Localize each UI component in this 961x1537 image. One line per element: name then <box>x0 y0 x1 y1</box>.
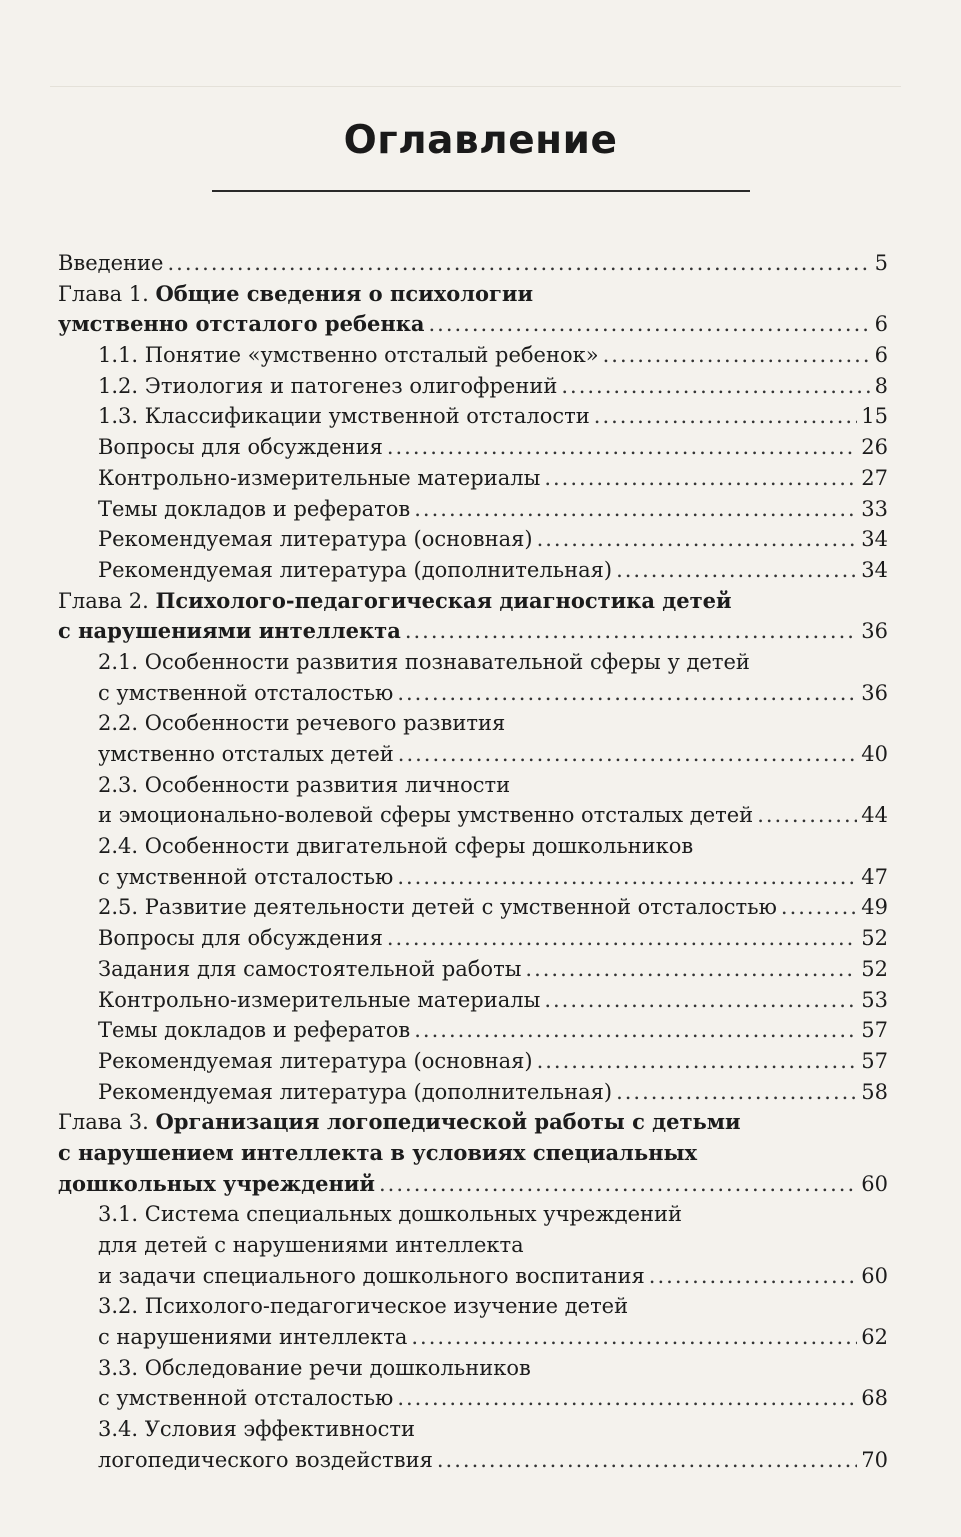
toc-entry[interactable] <box>58 1169 888 1200</box>
toc-entry[interactable] <box>58 1046 888 1077</box>
toc-entry-title <box>98 1261 645 1292</box>
page-number: 52 <box>861 956 888 981</box>
section-title: Рекомендуемая литература (основная) <box>98 527 533 552</box>
toc-entry-title <box>98 892 777 923</box>
section-title: 2.3. Особенности развития личности <box>98 772 511 797</box>
toc-entry-title <box>58 1107 741 1138</box>
dot-leader <box>537 1046 858 1077</box>
section-title: Задания для самостоятельной работы <box>98 956 522 981</box>
toc-entry[interactable] <box>58 279 888 310</box>
toc-entry[interactable] <box>58 892 888 923</box>
toc-entry[interactable] <box>58 309 888 340</box>
dot-leader <box>387 923 857 954</box>
page-number: 49 <box>861 895 888 920</box>
section-title: с нарушениями интеллекта <box>98 1325 408 1350</box>
toc-entry[interactable] <box>58 708 888 739</box>
toc-entry[interactable] <box>58 1199 888 1230</box>
page-number: 53 <box>861 987 888 1012</box>
dot-leader <box>649 1261 857 1292</box>
section-title: 3.4. Условия эффективности <box>98 1417 416 1442</box>
dot-leader <box>537 524 858 555</box>
page-number: 47 <box>861 864 888 889</box>
toc-entry[interactable] <box>58 1322 888 1353</box>
dot-leader <box>544 463 857 494</box>
toc-entry-title <box>98 985 540 1016</box>
dot-leader <box>616 555 857 586</box>
toc-entry[interactable] <box>58 1383 888 1414</box>
toc-entry-title <box>98 708 505 739</box>
dot-leader <box>757 800 857 831</box>
section-title: 2.5. Развитие деятельности детей с умственной отсталостью <box>98 895 777 920</box>
dot-leader <box>414 494 857 525</box>
toc-entry[interactable] <box>58 770 888 801</box>
section-title: умственно отсталых детей <box>98 742 394 766</box>
table-of-contents <box>58 248 888 1476</box>
page-number: 60 <box>861 1171 888 1196</box>
toc-entry-title <box>98 647 750 678</box>
chapter-title: Организация логопедической работы с детьми <box>155 1109 741 1135</box>
dot-leader <box>405 616 857 647</box>
toc-entry-title <box>58 279 533 310</box>
section-title: 2.4. Особенности двигательной сферы дошкольников <box>98 834 694 859</box>
toc-entry[interactable] <box>58 340 888 371</box>
toc-entry-title <box>98 1230 524 1261</box>
toc-entry-title <box>98 678 393 709</box>
dot-leader <box>561 371 870 402</box>
toc-entry[interactable] <box>58 248 888 279</box>
toc-entry[interactable] <box>58 616 888 647</box>
section-title: 1.1. Понятие «умственно отсталый ребенок» <box>98 343 599 368</box>
dot-leader <box>167 248 870 279</box>
toc-entry-title <box>58 1169 375 1200</box>
toc-entry-title <box>98 1414 415 1445</box>
page-number: 6 <box>874 312 888 337</box>
section-title: 2.2. Особенности речевого развития <box>98 711 506 736</box>
toc-entry[interactable] <box>58 1445 888 1476</box>
section-title: с умственной отсталостью <box>98 680 394 705</box>
page-number: 34 <box>861 557 888 582</box>
page-number: 58 <box>861 1079 888 1104</box>
toc-entry[interactable] <box>58 524 888 555</box>
toc-entry[interactable] <box>58 739 888 770</box>
chapter-title: с нарушениями интеллекта <box>58 618 401 644</box>
toc-entry-title <box>98 1046 533 1077</box>
toc-entry[interactable] <box>58 494 888 525</box>
page-number: 52 <box>861 926 888 951</box>
page-number: 15 <box>861 404 888 429</box>
toc-entry[interactable] <box>58 1138 888 1169</box>
toc-entry-title <box>98 494 410 525</box>
page-number: 60 <box>861 1263 888 1288</box>
toc-entry-title <box>58 586 732 617</box>
section-title: Вопросы для обсуждения <box>98 435 383 460</box>
toc-entry-title <box>58 309 424 340</box>
section-title: Контрольно-измерительные материалы <box>98 465 541 490</box>
page-number: 40 <box>861 742 888 766</box>
toc-entry[interactable] <box>58 463 888 494</box>
section-title: с умственной отсталостью <box>98 1386 394 1411</box>
section-title: Контрольно-измерительные материалы <box>98 987 541 1012</box>
chapter-title: Психолого-педагогическая диагностика детей <box>155 587 732 613</box>
dot-leader <box>781 892 857 923</box>
dot-leader <box>525 954 857 985</box>
dot-leader <box>397 862 857 893</box>
toc-entry-title <box>98 371 557 402</box>
page-number: 44 <box>861 803 888 828</box>
toc-entry-title <box>98 923 383 954</box>
chapter-title: Общие сведения о психологии <box>155 280 534 306</box>
toc-entry-title <box>98 340 599 371</box>
chapter-title: дошкольных учреждений <box>58 1170 375 1196</box>
dot-leader <box>387 432 857 463</box>
dot-leader <box>414 1015 857 1046</box>
page-number: 8 <box>874 373 888 398</box>
dot-leader <box>544 985 857 1016</box>
toc-entry[interactable] <box>58 862 888 893</box>
toc-entry[interactable] <box>58 1230 888 1261</box>
page-number: 62 <box>861 1325 888 1350</box>
page-number: 27 <box>861 465 888 490</box>
section-title: Темы докладов и рефератов <box>98 1018 411 1043</box>
toc-entry-title <box>98 524 533 555</box>
toc-entry-title <box>98 1199 682 1230</box>
page-number: 34 <box>861 527 888 552</box>
page-title: Оглавление <box>343 118 618 163</box>
page-number: 70 <box>861 1447 888 1472</box>
toc-entry-title <box>98 401 590 432</box>
page-number: 36 <box>861 680 888 705</box>
toc-entry[interactable] <box>58 1414 888 1445</box>
toc-entry-title <box>98 954 521 985</box>
section-title: Темы докладов и рефератов <box>98 496 411 521</box>
page-number: 57 <box>861 1018 888 1043</box>
toc-entry[interactable] <box>58 371 888 402</box>
page-number: 33 <box>861 496 888 521</box>
toc-entry-title <box>98 831 693 862</box>
page-number: 36 <box>861 619 888 644</box>
toc-entry[interactable] <box>58 1291 888 1322</box>
toc-entry[interactable] <box>58 647 888 678</box>
dot-leader <box>379 1169 857 1200</box>
toc-entry-title <box>98 739 394 770</box>
section-title: 3.1. Система специальных дошкольных учреждений <box>98 1202 683 1227</box>
title-underline <box>212 190 750 192</box>
toc-entry[interactable] <box>58 1015 888 1046</box>
toc-entry-title <box>98 1291 628 1322</box>
section-title: Рекомендуемая литература (дополнительная) <box>98 557 613 582</box>
dot-leader <box>397 678 857 709</box>
chapter-prefix: Глава 3. <box>58 1110 156 1135</box>
section-title: 1.3. Классификации умственной отсталости <box>98 404 590 429</box>
page-number: 57 <box>861 1048 888 1073</box>
toc-entry[interactable] <box>58 432 888 463</box>
section-title: с умственной отсталостью <box>98 864 394 889</box>
section-title: 3.2. Психолого-педагогическое изучение детей <box>98 1294 629 1319</box>
toc-entry[interactable] <box>58 831 888 862</box>
page-number: 26 <box>861 435 888 460</box>
toc-entry-title <box>98 432 383 463</box>
page-number: 5 <box>874 251 888 275</box>
toc-entry-title <box>98 555 612 586</box>
toc-entry-title <box>58 1138 697 1169</box>
dot-leader <box>616 1077 857 1108</box>
dot-leader <box>398 739 858 770</box>
dot-leader <box>411 1322 857 1353</box>
section-title: Рекомендуемая литература (дополнительная) <box>98 1079 613 1104</box>
section-title: и задачи специального дошкольного воспитания <box>98 1263 645 1288</box>
section-title: для детей с нарушениями интеллекта <box>98 1233 524 1257</box>
section-title: 3.3. Обследование речи дошкольников <box>98 1355 531 1380</box>
toc-entry[interactable] <box>58 923 888 954</box>
toc-entry-title <box>98 800 753 831</box>
toc-entry[interactable] <box>58 985 888 1016</box>
chapter-title: умственно отсталого ребенка <box>58 311 425 337</box>
dot-leader <box>437 1445 857 1476</box>
toc-entry-title <box>98 1445 433 1476</box>
toc-entry-title <box>98 770 510 801</box>
dot-leader <box>397 1383 857 1414</box>
toc-entry-title <box>98 862 393 893</box>
toc-entry-title <box>58 248 163 279</box>
section-title: логопедического воздействия <box>98 1447 433 1472</box>
toc-entry-title <box>58 616 401 647</box>
toc-entry[interactable] <box>58 1261 888 1292</box>
toc-entry-title <box>98 1015 410 1046</box>
toc-entry-title <box>98 1322 407 1353</box>
toc-entry[interactable] <box>58 401 888 432</box>
section-title: Вопросы для обсуждения <box>98 926 383 951</box>
toc-entry[interactable] <box>58 586 888 617</box>
toc-entry[interactable] <box>58 1353 888 1384</box>
toc-entry-title <box>98 1353 531 1384</box>
section-title: Рекомендуемая литература (основная) <box>98 1048 533 1073</box>
section-title: 2.1. Особенности развития познавательной сферы у детей <box>98 649 750 674</box>
section-title: Введение <box>58 251 164 275</box>
section-title: и эмоционально-волевой сферы умственно отсталых детей <box>98 803 754 828</box>
chapter-prefix: Глава 2. <box>58 588 156 613</box>
toc-entry-title <box>98 463 540 494</box>
dot-leader <box>603 340 871 371</box>
toc-entry[interactable] <box>58 678 888 709</box>
dot-leader <box>428 309 870 340</box>
dot-leader <box>594 401 857 432</box>
toc-entry[interactable] <box>58 800 888 831</box>
toc-entry[interactable] <box>58 555 888 586</box>
toc-entry[interactable] <box>58 1077 888 1108</box>
header-rule <box>50 62 901 87</box>
chapter-title: с нарушением интеллекта в условиях специальных <box>58 1139 698 1165</box>
toc-entry-title <box>98 1077 612 1108</box>
toc-entry-title <box>98 1383 393 1414</box>
toc-entry[interactable] <box>58 1107 888 1138</box>
page-number: 6 <box>874 343 888 368</box>
toc-entry[interactable] <box>58 954 888 985</box>
chapter-prefix: Глава 1. <box>58 281 156 306</box>
page-number: 68 <box>861 1386 888 1411</box>
section-title: 1.2. Этиология и патогенез олигофрений <box>98 373 558 398</box>
